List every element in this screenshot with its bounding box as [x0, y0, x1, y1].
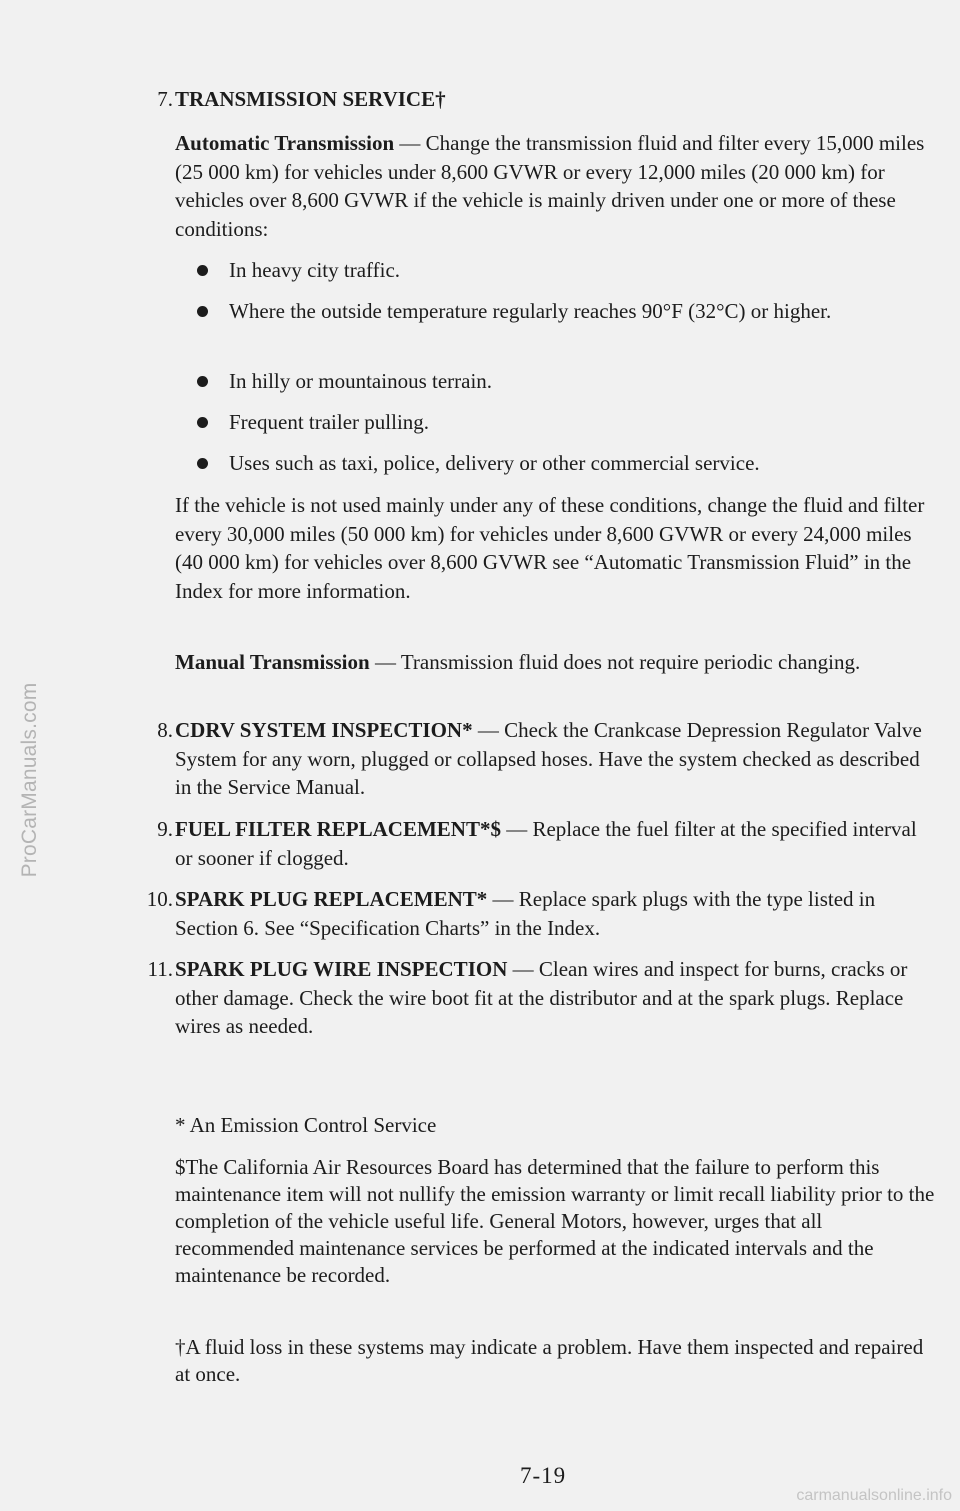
manual-transmission-paragraph — [175, 648, 935, 677]
item-body — [175, 815, 935, 872]
bullet-icon — [197, 417, 208, 428]
condition-text: Where the outside temperature regularly reaches 90°F (32°C) or higher. — [229, 299, 832, 323]
bullet-icon — [197, 306, 208, 317]
item-body — [175, 885, 935, 942]
automatic-transmission-paragraph — [175, 129, 935, 243]
bullet-icon — [197, 265, 208, 276]
item-number: 8. — [157, 718, 173, 742]
item-title: CDRV SYSTEM INSPECTION* — [175, 718, 473, 742]
list-item — [195, 297, 935, 326]
side-watermark-text: ProCarManuals.com — [18, 682, 41, 878]
item-text: — Replace the fuel filter at the specified interval or sooner if clogged. — [175, 817, 917, 870]
item-text: — Replace spark plugs with the type listed in Section 6. See “Specification Charts” in the Index. — [175, 887, 876, 940]
list-item — [195, 367, 935, 396]
item-number: 11. — [147, 957, 173, 981]
item-title: FUEL FILTER REPLACEMENT*$ — [175, 817, 501, 841]
item-body — [175, 716, 935, 802]
footnote-emission: * An Emission Control Service — [175, 1113, 437, 1137]
item-body — [175, 955, 935, 1041]
condition-text: In heavy city traffic. — [229, 258, 401, 282]
automatic-transmission-text: — Change the transmission fluid and filter every 15,000 miles (25 000 km) for vehicles under 8,600 GVWR or every 12,000 miles (20 000 km) for vehicles over 8,600 GVWR if the vehicle is mainly driven under one or more of these conditions: — [175, 131, 925, 241]
footnote-california: $The California Air Resources Board has determined that the failure to perform this maintenance item will not nullify the emission warranty or limit recall liability prior to the completion of the vehicle useful life. General Motors, however, urges that all recommended maintenance services be performed at the indicated intervals and the maintenance be recorded. — [175, 1155, 935, 1287]
item-title: TRANSMISSION SERVICE† — [175, 87, 446, 111]
item-number: 10. — [146, 887, 173, 911]
manual-transmission-text: — Transmission fluid does not require periodic changing. — [369, 650, 861, 674]
list-item — [195, 256, 935, 285]
manual-transmission-label: Manual Transmission — [175, 650, 370, 674]
item-text: — Clean wires and inspect for burns, cracks or other damage. Check the wire boot fit at the distributor and at the spark plugs. Replace wires as needed. — [175, 957, 908, 1038]
item-title: SPARK PLUG REPLACEMENT* — [175, 887, 488, 911]
otherwise-paragraph: If the vehicle is not used mainly under any of these conditions, change the fluid and filter every 30,000 miles (50 000 km) for vehicles under 8,600 GVWR or every 24,000 miles (40 000 km) for vehicles over 8,600 GVWR see “Automatic Transmission Fluid” in the Index for more information. — [175, 493, 925, 603]
list-item — [195, 449, 935, 478]
condition-text: In hilly or mountainous terrain. — [229, 369, 493, 393]
footer-watermark: carmanualsonline.info — [796, 1487, 952, 1504]
footnote-fluid-loss: †A fluid loss in these systems may indicate a problem. Have them inspected and repaired at once. — [175, 1335, 924, 1386]
item-number: 7. — [157, 87, 173, 111]
list-item — [195, 408, 935, 437]
item-title: SPARK PLUG WIRE INSPECTION — [175, 957, 508, 981]
automatic-transmission-label: Automatic Transmission — [175, 131, 395, 155]
bullet-icon — [197, 458, 208, 469]
item-text: — Check the Crankcase Depression Regulator Valve System for any worn, plugged or collapsed hoses. Have the system checked as described in the Service Manual. — [175, 718, 922, 799]
page-number: 7-19 — [520, 1463, 567, 1488]
section-7-heading — [131, 85, 936, 115]
condition-text: Frequent trailer pulling. — [229, 410, 430, 434]
condition-text: Uses such as taxi, police, delivery or other commercial service. — [229, 451, 760, 475]
item-number: 9. — [157, 817, 173, 841]
bullet-icon — [197, 376, 208, 387]
